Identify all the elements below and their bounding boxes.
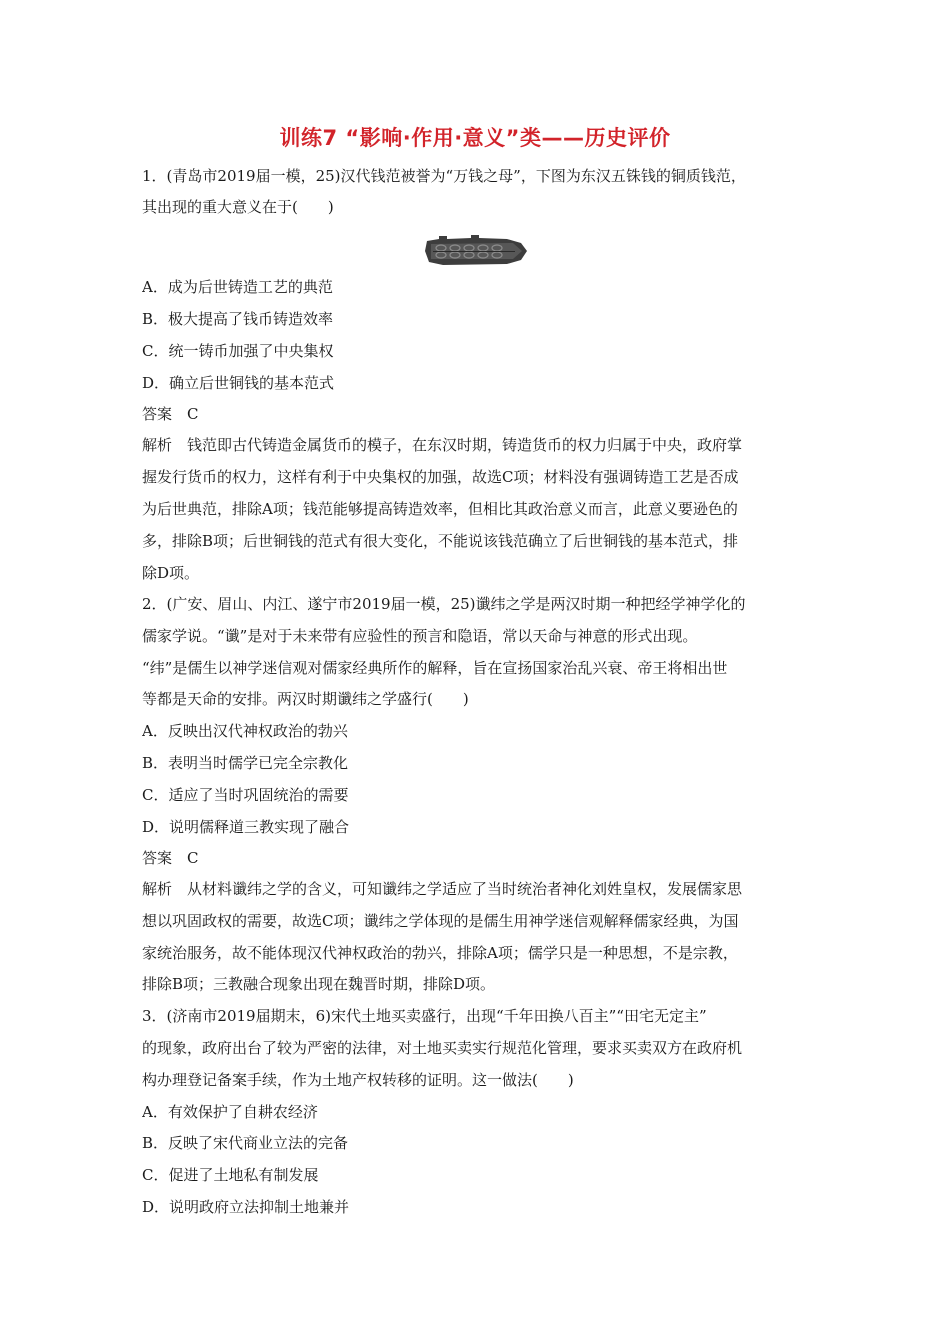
answer-line: 答案 C bbox=[142, 405, 199, 423]
page-title: 训练7 “影响·作用·意义”类——历史评价 bbox=[279, 126, 671, 150]
text-line: 多，排除B项；后世铜钱的范式有很大变化，不能说该钱范确立了后世铜钱的基本范式，排 bbox=[142, 532, 739, 550]
text-line: 2．(广安、眉山、内江、遂宁市2019届一模，25)谶纬之学是两汉时期一种把经学神学化的 bbox=[142, 595, 746, 613]
text-line: 解析 从材料谶纬之学的含义，可知谶纬之学适应了当时统治者神化刘姓皇权，发展儒家思 bbox=[142, 880, 743, 898]
option-line: C．统一铸币加强了中央集权 bbox=[142, 342, 334, 360]
text-line: 家统治服务，故不能体现汉代神权政治的勃兴，排除A项；儒学只是一种思想，不是宗教， bbox=[142, 944, 738, 962]
option-line: B．极大提高了钱币铸造效率 bbox=[142, 310, 334, 328]
text-line: 构办理登记备案手续，作为土地产权转移的证明。这一做法( ) bbox=[142, 1071, 574, 1089]
option-line: D．确立后世铜钱的基本范式 bbox=[142, 374, 335, 392]
text-line: 想以巩固政权的需要，故选C项；谶纬之学体现的是儒生用神学迷信观解释儒家经典，为国 bbox=[142, 912, 739, 930]
text-line: 握发行货币的权力，这样有利于中央集权的加强，故选C项；材料没有强调铸造工艺是否成 bbox=[142, 468, 739, 486]
option-line: A．成为后世铸造工艺的典范 bbox=[142, 278, 333, 296]
text-line: 儒家学说。“谶”是对于未来带有应验性的预言和隐语，常以天命与神意的形式出现。 bbox=[142, 627, 698, 645]
text-line: 除D项。 bbox=[142, 564, 200, 582]
option-line: B．表明当时儒学已完全宗教化 bbox=[142, 754, 349, 772]
option-line: D．说明儒释道三教实现了融合 bbox=[142, 818, 350, 836]
text-line: 的现象，政府出台了较为严密的法律，对土地买卖实行规范化管理，要求买卖双方在政府机 bbox=[142, 1039, 743, 1057]
text-line: 1．(青岛市2019届一模，25)汉代钱范被誉为“万钱之母”，下图为东汉五铢钱的铜质钱范， bbox=[142, 167, 746, 185]
text-line: 等都是天命的安排。两汉时期谶纬之学盛行( ) bbox=[142, 690, 469, 708]
coin-mold-image bbox=[423, 231, 529, 271]
option-line: D．说明政府立法抑制土地兼并 bbox=[142, 1198, 350, 1216]
option-line: A．有效保护了自耕农经济 bbox=[142, 1103, 318, 1121]
text-line: 解析 钱范即古代铸造金属货币的模子，在东汉时期，铸造货币的权力归属于中央，政府掌 bbox=[142, 436, 743, 454]
option-line: C．适应了当时巩固统治的需要 bbox=[142, 786, 349, 804]
option-line: A．反映出汉代神权政治的勃兴 bbox=[142, 722, 348, 740]
text-line: 排除B项；三教融合现象出现在魏晋时期，排除D项。 bbox=[142, 975, 496, 993]
text-line: “纬”是儒生以神学迷信观对儒家经典所作的解释，旨在宣扬国家治乱兴衰、帝王将相出世 bbox=[142, 659, 728, 677]
text-line: 其出现的重大意义在于( ) bbox=[142, 198, 334, 216]
text-line: 3．(济南市2019届期末，6)宋代土地买卖盛行，出现“千年田换八百主”“田宅无定主” bbox=[142, 1007, 707, 1025]
option-line: C．促进了土地私有制发展 bbox=[142, 1166, 319, 1184]
answer-line: 答案 C bbox=[142, 849, 199, 867]
option-line: B．反映了宋代商业立法的完备 bbox=[142, 1134, 349, 1152]
text-line: 为后世典范，排除A项；钱范能够提高铸造效率，但相比其政治意义而言，此意义要逊色的 bbox=[142, 500, 738, 518]
